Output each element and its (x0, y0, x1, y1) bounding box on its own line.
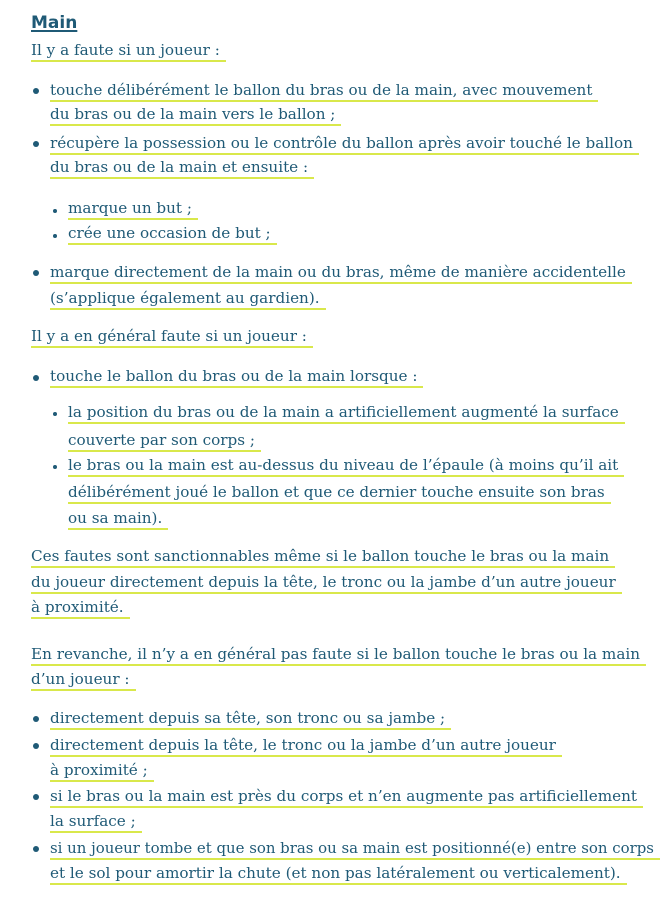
list-item: touche le ballon du bras ou de la main lorsque : (50, 366, 423, 388)
bullet-icon (33, 88, 39, 94)
list-item-continuation: la surface ; (50, 811, 142, 833)
sub-bullet-icon (53, 412, 57, 416)
sanction-paragraph-line: à proximité. (31, 597, 130, 619)
sub-bullet-icon (53, 234, 57, 238)
no-fault-paragraph: En revanche, il n’y a en général pas faute si le ballon touche le bras ou la main (31, 644, 646, 666)
list-item-continuation: à proximité ; (50, 760, 154, 782)
bullet-icon (33, 141, 39, 147)
sub-list-item-continuation: couverte par son corps ; (68, 430, 261, 452)
sanction-paragraph: Ces fautes sont sanctionnables même si le ballon touche le bras ou la main (31, 546, 615, 568)
list-item-continuation: du bras ou de la main vers le ballon ; (50, 104, 341, 126)
list-item-continuation: du bras ou de la main et ensuite : (50, 157, 314, 179)
list-item-continuation: et le sol pour amortir la chute (et non pas latéralement ou verticalement). (50, 863, 627, 885)
bullet-icon (33, 794, 39, 800)
sub-list-item: marque un but ; (68, 198, 198, 220)
intro-paragraph: Il y a faute si un joueur : (31, 40, 226, 62)
list-item: si un joueur tombe et que son bras ou sa main est positionné(e) entre son corps (50, 838, 660, 860)
no-fault-paragraph-line: d’un joueur : (31, 669, 136, 691)
sanction-paragraph-line: du joueur directement depuis la tête, le tronc ou la jambe d’un autre joueur (31, 572, 622, 594)
sub-list-item-continuation: ou sa main). (68, 508, 168, 530)
bullet-icon (33, 375, 39, 381)
bullet-icon (33, 716, 39, 722)
bullet-icon (33, 270, 39, 276)
sub-list-item-continuation: délibérément joué le ballon et que ce dernier touche ensuite son bras (68, 482, 611, 504)
bullet-icon (33, 846, 39, 852)
sub-list-item: crée une occasion de but ; (68, 223, 277, 245)
sub-list-item: le bras ou la main est au-dessus du niveau de l’épaule (à moins qu’il ait (68, 455, 624, 477)
sub-bullet-icon (53, 209, 57, 213)
sub-bullet-icon (53, 465, 57, 469)
list-item-continuation: (s’applique également au gardien). (50, 288, 326, 310)
list-item: récupère la possession ou le contrôle du ballon après avoir touché le ballon (50, 133, 639, 155)
general-fault-paragraph: Il y a en général faute si un joueur : (31, 326, 313, 348)
list-item: directement depuis sa tête, son tronc ou sa jambe ; (50, 708, 451, 730)
section-heading: Main (31, 13, 78, 33)
list-item: touche délibérément le ballon du bras ou de la main, avec mouvement (50, 80, 598, 102)
list-item: marque directement de la main ou du bras, même de manière accidentelle (50, 262, 632, 284)
list-item: directement depuis la tête, le tronc ou la jambe d’un autre joueur (50, 735, 562, 757)
list-item: si le bras ou la main est près du corps et n’en augmente pas artificiellement (50, 786, 643, 808)
bullet-icon (33, 743, 39, 749)
sub-list-item: la position du bras ou de la main a artificiellement augmenté la surface (68, 402, 625, 424)
